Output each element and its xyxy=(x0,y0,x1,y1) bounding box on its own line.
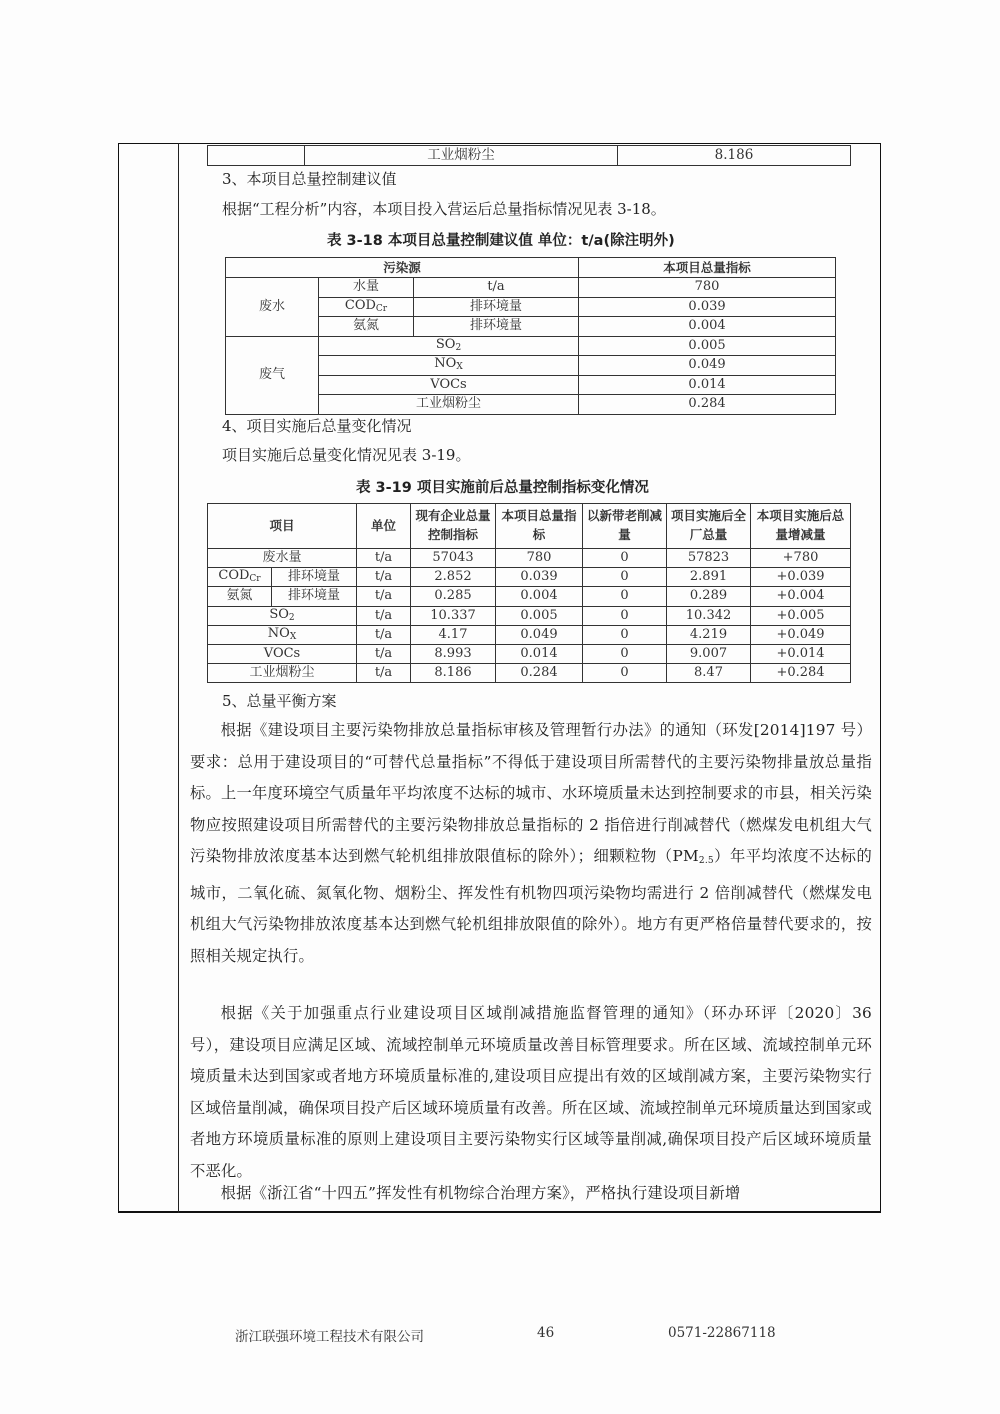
after-cell: 0.289 xyxy=(667,587,751,606)
after-cell: 2.891 xyxy=(667,568,751,587)
existing-cell: 10.337 xyxy=(411,606,496,625)
table-row xyxy=(208,146,851,166)
existing-cell: 57043 xyxy=(411,549,496,568)
existing-cell: 2.852 xyxy=(411,568,496,587)
after-cell: 57823 xyxy=(667,549,751,568)
header-offset: 以新带老削减量 xyxy=(583,504,667,549)
table-row xyxy=(208,568,851,587)
header-project: 本项目总量指标 xyxy=(496,504,583,549)
project-cell: 780 xyxy=(496,549,583,568)
table-row xyxy=(208,606,851,625)
section4-heading: 4、项目实施后总量变化情况 xyxy=(222,417,412,435)
unit-cell: t/a xyxy=(357,644,411,663)
existing-cell: 8.993 xyxy=(411,644,496,663)
paragraph-2: 根据《关于加强重点行业建设项目区域削减措施监督管理的通知》（环办环评〔2020〕36 号），建设项目应满足区域、流域控制单元环境质量改善目标管理要求。所在区域、流域控制单元环境质量未达到国家或者地方环境质量标准的,建设项目应提出有效的区域削减方案，主要污染物实行区域倍量削减，确保项目投产后区域环境质量有改善。所在区域、流域控制单元环境质量达到国家或者地方环境质量标准的原则上建设项目主要污染物实行区域等量削减,确保项目投产后区域环境质量不恶化。 xyxy=(190,1004,872,1180)
table-cell-item: 工业烟粉尘 xyxy=(305,146,618,166)
header-item: 项目 xyxy=(208,504,357,549)
offset-cell: 0 xyxy=(583,606,667,625)
table-header-row xyxy=(226,258,836,278)
after-cell: 4.219 xyxy=(667,625,751,644)
value-cell: 0.049 xyxy=(579,356,836,376)
qualifier-cell: t/a xyxy=(414,278,579,298)
change-cell: +0.005 xyxy=(751,606,851,625)
after-cell: 8.47 xyxy=(667,664,751,683)
item-cell: $SO_2$ xyxy=(319,336,579,356)
qualifier-cell: 排环境量 xyxy=(414,317,579,337)
value-cell: 0.014 xyxy=(579,375,836,395)
after-cell: 10.342 xyxy=(667,606,751,625)
section3-heading: 3、本项目总量控制建议值 xyxy=(222,170,397,188)
item-cell: $SO_2$ xyxy=(208,606,357,625)
category-waste-gas: 废气 xyxy=(226,336,319,414)
existing-cell: 8.186 xyxy=(411,664,496,683)
section3-intro: 根据“工程分析”内容，本项目投入营运后总量指标情况见表 3-18。 xyxy=(222,200,666,218)
unit-cell: t/a xyxy=(357,625,411,644)
project-cell: 0.284 xyxy=(496,664,583,683)
table318-caption: 表 3-18 本项目总量控制建议值 单位：t/a(除注明外) xyxy=(327,233,675,249)
table-3-18 xyxy=(225,257,836,415)
footer-phone: 0571-22867118 xyxy=(668,1325,776,1341)
table-row xyxy=(226,336,836,356)
unit-cell: t/a xyxy=(357,549,411,568)
item-cell: 氨氮 xyxy=(319,317,414,337)
offset-cell: 0 xyxy=(583,664,667,683)
table-3-19 xyxy=(207,503,851,683)
header-change: 本项目实施后总量增减量 xyxy=(751,504,851,549)
table-header-row xyxy=(208,504,851,549)
offset-cell: 0 xyxy=(583,587,667,606)
project-cell: 0.014 xyxy=(496,644,583,663)
offset-cell: 0 xyxy=(583,644,667,663)
item-cell: 废水量 xyxy=(208,549,357,568)
category-wastewater: 废水 xyxy=(226,278,319,337)
paragraph-3: 根据《浙江省“十四五”挥发性有机物综合治理方案》，严格执行建设项目新增 xyxy=(220,1184,741,1202)
header-existing: 现有企业总量控制指标 xyxy=(411,504,496,549)
existing-cell: 4.17 xyxy=(411,625,496,644)
unit-cell: t/a xyxy=(357,664,411,683)
change-cell: +0.049 xyxy=(751,625,851,644)
project-cell: 0.049 xyxy=(496,625,583,644)
table-cell-empty xyxy=(208,146,305,166)
item-cell: $COD_{Cr}$ xyxy=(208,568,272,587)
item-cell: $NO_X$ xyxy=(208,625,357,644)
existing-cell: 0.285 xyxy=(411,587,496,606)
header-project-total: 本项目总量指标 xyxy=(579,258,836,278)
change-cell: +780 xyxy=(751,549,851,568)
qualifier-cell: 排环境量 xyxy=(414,297,579,317)
item-cell: 工业烟粉尘 xyxy=(319,395,579,415)
header-unit: 单位 xyxy=(357,504,411,549)
change-cell: +0.014 xyxy=(751,644,851,663)
after-cell: 9.007 xyxy=(667,644,751,663)
unit-cell: t/a xyxy=(357,587,411,606)
qualifier-cell: 排环境量 xyxy=(272,587,357,606)
table-row xyxy=(208,625,851,644)
unit-cell: t/a xyxy=(357,606,411,625)
section5-heading: 5、总量平衡方案 xyxy=(222,692,337,710)
value-cell: 0.039 xyxy=(579,297,836,317)
value-cell: 0.005 xyxy=(579,336,836,356)
item-cell: $COD_{Cr}$ xyxy=(319,297,414,317)
change-cell: +0.284 xyxy=(751,664,851,683)
project-cell: 0.039 xyxy=(496,568,583,587)
unit-cell: t/a xyxy=(357,568,411,587)
item-cell: $NO_X$ xyxy=(319,356,579,376)
offset-cell: 0 xyxy=(583,549,667,568)
item-cell: 水量 xyxy=(319,278,414,298)
footer-page-number: 46 xyxy=(537,1325,555,1341)
item-cell: 工业烟粉尘 xyxy=(208,664,357,683)
project-cell: 0.005 xyxy=(496,606,583,625)
table-row xyxy=(208,549,851,568)
item-cell: 氨氮 xyxy=(208,587,272,606)
table-row xyxy=(208,644,851,663)
value-cell: 0.284 xyxy=(579,395,836,415)
value-cell: 0.004 xyxy=(579,317,836,337)
change-cell: +0.039 xyxy=(751,568,851,587)
project-cell: 0.004 xyxy=(496,587,583,606)
footer-company: 浙江联强环境工程技术有限公司 xyxy=(235,1329,424,1345)
item-cell: VOCs xyxy=(319,375,579,395)
table-row xyxy=(226,278,836,298)
header-pollution-source: 污染源 xyxy=(226,258,579,278)
offset-cell: 0 xyxy=(583,568,667,587)
table319-caption: 表 3-19 项目实施前后总量控制指标变化情况 xyxy=(356,480,649,496)
header-after: 项目实施后全厂总量 xyxy=(667,504,751,549)
table-row xyxy=(208,587,851,606)
paragraph-1: 根据《建设项目主要污染物排放总量指标审核及管理暂行办法》的通知（环发[2014]197 号）要求：总用于建设项目的“可替代总量指标”不得低于建设项目所需替代的主要污染物排量放总量指标。上一年度环境空气质量年平均浓度不达标的城市、水环境质量未达到控制要求的市县，相关污染物应按照建设项目所需替代的主要污染物排放总量指标的 2 指倍进行削减替代（燃煤发电机组大气污染物排放浓度基本达到燃气轮机组排放限值标的除外）；细颗粒物$(PM_{2.5})$年平均浓度不达标的城市，二氧化硫、氮氧化物、烟粉尘、挥发性有机物四项污染物均需进行 2 倍削减替代（燃煤发电机组大气污染物排放浓度基本达到燃气轮机组排放限值的除外）。地方有更严格倍量替代要求的，按照相关规定执行。 xyxy=(190,721,872,965)
qualifier-cell: 排环境量 xyxy=(272,568,357,587)
section4-intro: 项目实施后总量变化情况见表 3-19。 xyxy=(222,446,471,464)
table-cell-value: 8.186 xyxy=(618,146,851,166)
change-cell: +0.004 xyxy=(751,587,851,606)
item-cell: VOCs xyxy=(208,644,357,663)
value-cell: 780 xyxy=(579,278,836,298)
offset-cell: 0 xyxy=(583,625,667,644)
table-row xyxy=(208,664,851,683)
frame-column-divider xyxy=(178,143,179,1213)
continued-table xyxy=(207,145,851,166)
